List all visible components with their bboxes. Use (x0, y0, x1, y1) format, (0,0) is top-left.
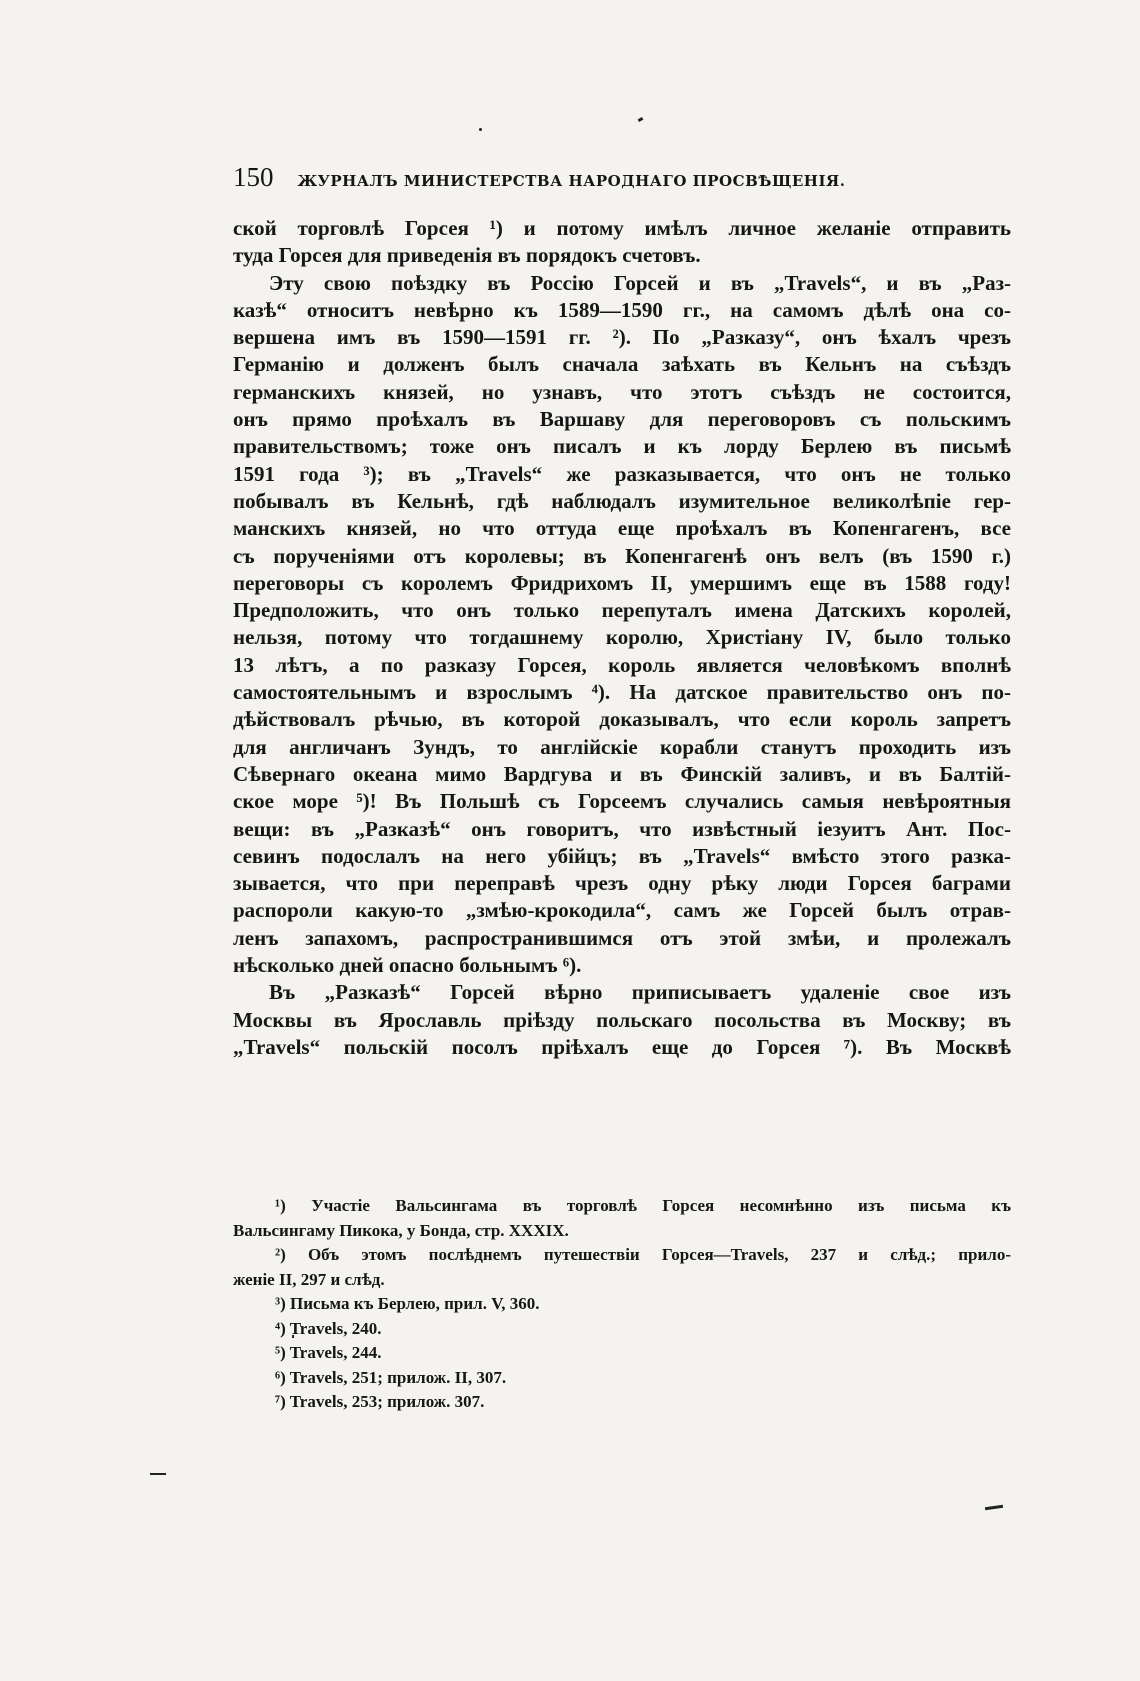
text-line: онъ прямо проѣхалъ въ Варшаву для переговоровъ съ польскимъ (233, 407, 1011, 432)
footnote-line: ⁶) Travels, 251; прилож. II, 307. (275, 1367, 507, 1387)
text-line: нѣсколько дней опасно больнымъ ⁶). (233, 953, 582, 978)
print-speck (638, 117, 644, 122)
footnote-line: ⁴) Travels, 240. (275, 1318, 382, 1338)
text-line: ское море ⁵)! Въ Польшѣ съ Горсеемъ случались самыя невѣроятныя (233, 789, 1011, 814)
print-speck (479, 128, 482, 131)
text-line: Предположить, что онъ только перепуталъ имена Датскихъ королей, (233, 598, 1011, 623)
text-line: манскихъ князей, но что оттуда еще проѣхалъ въ Копенгагенъ, все (233, 516, 1011, 541)
footnote-line: ¹) Участіе Вальсингама въ торговлѣ Горсея несомнѣнно изъ письма къ (275, 1196, 1011, 1215)
text-line: самостоятельнымъ и взрослымъ ⁴). На датское правительство онъ по- (233, 680, 1011, 705)
text-line: германскихъ князей, но узнавъ, что этотъ съѣздъ не состоится, (233, 379, 1011, 404)
text-line: вершена имъ въ 1590—1591 гг. ²). По „Разказу“, онъ ѣхалъ чрезъ (233, 325, 1011, 350)
footnote-line: ⁵) Travels, 244. (275, 1343, 382, 1362)
print-speck (150, 1473, 166, 1475)
body-text (233, 215, 1011, 1061)
text-line: правительствомъ; тоже онъ писалъ и къ лорду Берлею въ письмѣ (233, 434, 1011, 459)
page-number: 150 (233, 162, 274, 192)
text-line: Въ „Разказѣ“ Горсей вѣрно приписываетъ удаленіе свое изъ (269, 980, 1011, 1005)
footnote-line: ³) Письма къ Берлею, прил. V, 360. (275, 1294, 540, 1313)
text-line: ленъ запахомъ, распространившимся отъ этой змѣи, и пролежалъ (233, 925, 1011, 950)
text-line: Эту свою поѣздку въ Россію Горсей и въ „Travels“, и въ „Раз- (269, 270, 1011, 295)
text-line: для англичанъ Зундъ, то англійскіе корабли станутъ проходить изъ (233, 734, 1011, 759)
footnote-line: женіе II, 297 и слѣд. (233, 1269, 385, 1289)
text-line: зывается, что при переправѣ чрезъ одну рѣку люди Горсея баграми (233, 871, 1011, 896)
print-speck (985, 1505, 1003, 1510)
text-line: „Travels“ польскій посолъ пріѣхалъ еще до Горсея ⁷). Въ Москвѣ (233, 1034, 1011, 1059)
footnote-line: ²) Объ этомъ послѣднемъ путешествіи Горсея—Travels, 237 и слѣд.; прило- (275, 1245, 1011, 1264)
text-line: туда Горсея для приведенія въ порядокъ счетовъ. (233, 243, 701, 268)
page-header (233, 162, 1013, 202)
text-line: Сѣвернаго океана мимо Вардгува и въ Финскій заливъ, и въ Балтій- (233, 761, 1011, 786)
footnotes (233, 1194, 1011, 1415)
text-line: переговоры съ королемъ Фридрихомъ II, умершимъ еще въ 1588 году! (233, 570, 1011, 595)
footnote-line: Вальсингаму Пикока, у Бонда, стр. XXXIX. (233, 1220, 569, 1240)
running-title: ЖУРНАЛЪ МИНИСТЕРСТВА НАРОДНАГО ПРОСВѢЩЕНІЯ. (297, 172, 846, 190)
text-line: ской торговлѣ Горсея ¹) и потому имѣлъ личное желаніе отправить (233, 216, 1011, 240)
text-line: побывалъ въ Кельнѣ, гдѣ наблюдалъ изумительное великолѣпіе гер- (233, 488, 1011, 513)
text-line: дѣйствовалъ рѣчью, въ которой доказывалъ, что если король запретъ (233, 707, 1011, 732)
text-line: 1591 года ³); въ „Travels“ же разказывается, что онъ не только (233, 461, 1011, 486)
text-line: казѣ“ относитъ невѣрно къ 1589—1590 гг., на самомъ дѣлѣ она со- (233, 297, 1011, 322)
text-line: вещи: въ „Разказѣ“ онъ говоритъ, что извѣстный іезуитъ Ант. Пос- (233, 816, 1011, 841)
text-line: 13 лѣтъ, а по разказу Горсея, король является человѣкомъ вполнѣ (233, 652, 1011, 677)
text-line: нельзя, потому что тогдашнему королю, Христіану IV, было только (233, 625, 1011, 650)
text-line: севинъ подослалъ на него убійцъ; въ „Travels“ вмѣсто этого разка- (233, 843, 1011, 868)
text-line: съ порученіями отъ королевы; въ Копенгагенѣ онъ велъ (въ 1590 г.) (233, 543, 1011, 568)
footnote-line: ⁷) Travels, 253; прилож. 307. (275, 1392, 485, 1411)
text-line: Германію и долженъ былъ сначала заѣхать въ Кельнъ на съѣздъ (233, 352, 1011, 377)
text-line: распороли какую-то „змѣю-крокодила“, самъ же Горсей былъ отрав- (233, 898, 1011, 923)
text-line: Москвы въ Ярославль пріѣзду польскаго посольства въ Москву; въ (233, 1007, 1011, 1032)
